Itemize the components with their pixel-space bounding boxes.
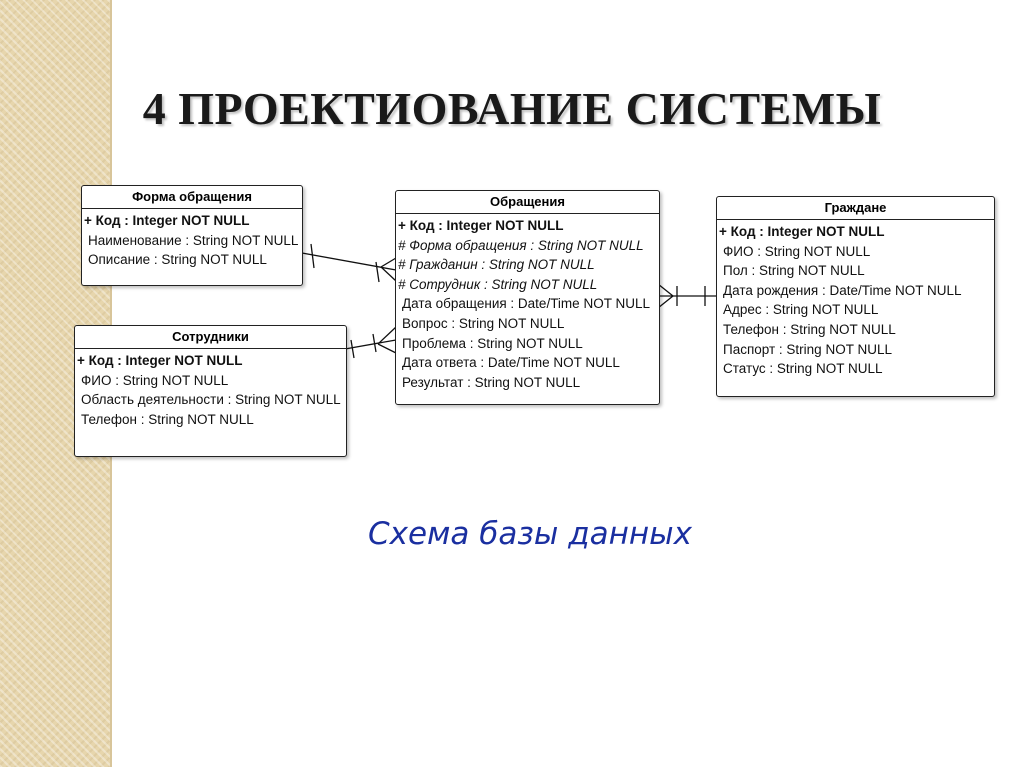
entity-title: Форма обращения [82,186,302,209]
foreign-key-attribute: # Гражданин : String NOT NULL [398,257,595,273]
entity-title: Сотрудники [75,326,346,349]
primary-key-attribute: + Код : Integer NOT NULL [398,218,564,233]
diagram-caption: Схема базы данных [367,516,693,552]
attribute: Проблема : String NOT NULL [402,335,583,351]
attribute: ФИО : String NOT NULL [81,372,229,388]
foreign-key-attribute: # Форма обращения : String NOT NULL [398,237,644,253]
attribute: Описание : String NOT NULL [88,252,267,268]
entity-forma-obrasheniya [81,185,303,286]
attribute: Область деятельности : String NOT NULL [81,392,341,408]
attribute-list [396,214,659,392]
attribute: Телефон : String NOT NULL [81,411,254,427]
attribute: Паспорт : String NOT NULL [723,341,892,357]
link-forma-obrasheniya [302,244,396,282]
primary-key-attribute: + Код : Integer NOT NULL [77,353,243,368]
entity-sotrudniki [74,325,347,457]
attribute: Вопрос : String NOT NULL [402,315,565,331]
attribute-list [75,349,346,429]
attribute: Дата обращения : Date/Time NOT NULL [402,296,650,312]
attribute-list [717,220,994,379]
link-sotrudniki-obrasheniya [345,327,396,358]
entity-title: Граждане [717,197,994,220]
attribute-list [82,209,302,270]
primary-key-attribute: + Код : Integer NOT NULL [719,224,885,239]
attribute: Дата ответа : Date/Time NOT NULL [402,355,620,371]
attribute: Дата рождения : Date/Time NOT NULL [723,282,962,298]
entity-obrasheniya [395,190,660,405]
entity-grazhdane [716,196,995,397]
slide-title: 4 ПРОЕКТИОВАНИЕ СИСТЕМЫ [142,83,882,134]
attribute: Статус : String NOT NULL [723,361,883,377]
entity-title: Обращения [396,191,659,214]
attribute: Наименование : String NOT NULL [88,232,299,248]
attribute: Результат : String NOT NULL [402,374,581,390]
foreign-key-attribute: # Сотрудник : String NOT NULL [398,276,598,292]
attribute: ФИО : String NOT NULL [723,243,871,259]
attribute: Адрес : String NOT NULL [723,302,879,318]
attribute: Пол : String NOT NULL [723,263,865,279]
primary-key-attribute: + Код : Integer NOT NULL [84,213,250,228]
attribute: Телефон : String NOT NULL [723,321,896,337]
link-obrasheniya-grazhdane [658,284,716,308]
